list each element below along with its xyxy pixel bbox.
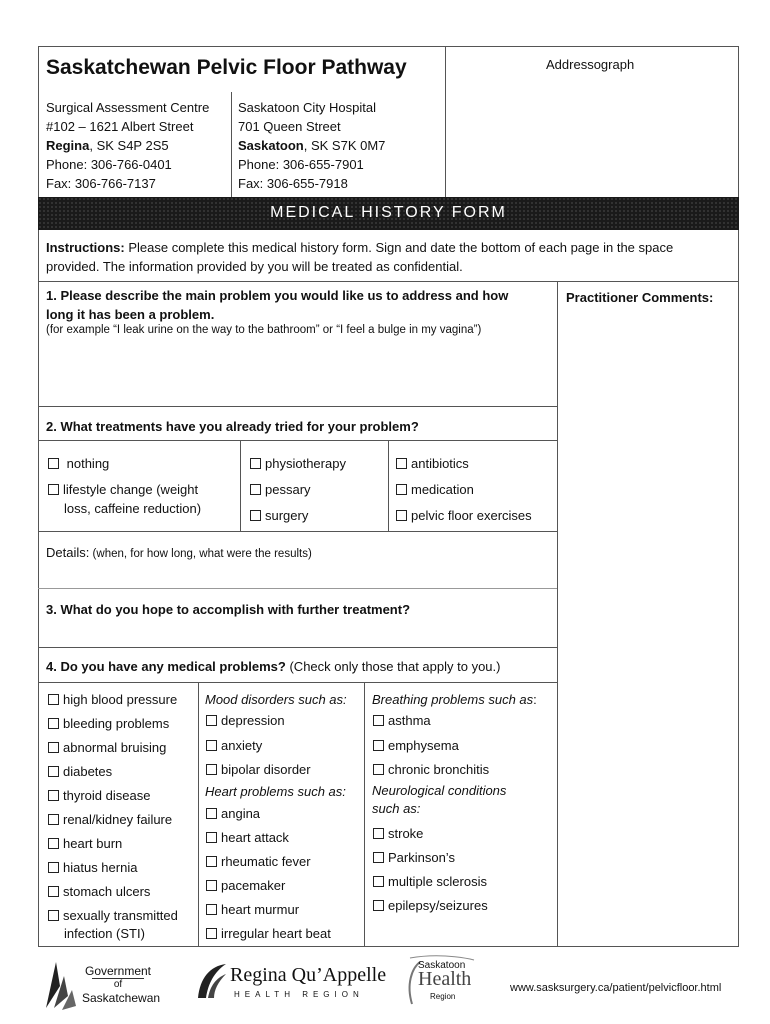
q4-depression[interactable] — [206, 713, 285, 729]
q4-option-label: Parkinson’s — [388, 850, 455, 865]
q4-heart-burn[interactable] — [48, 836, 122, 852]
q4-breathing-heading — [372, 692, 537, 708]
q4-option-label: chronic bronchitis — [388, 762, 490, 777]
divider-q2 — [38, 588, 557, 589]
section-banner: MEDICAL HISTORY FORM — [38, 197, 739, 230]
q4-sti-cont — [64, 926, 145, 942]
q4-stroke[interactable] — [373, 826, 423, 842]
comments-divider — [557, 281, 558, 947]
q3-question: 3. What do you hope to accomplish with further treatment? — [46, 602, 411, 617]
q2-option-pessary[interactable] — [250, 482, 311, 498]
q4-option-label: diabetes — [63, 764, 113, 779]
rqhr-name: Regina Qu’Appelle — [230, 964, 387, 986]
q2-option-lifestyle[interactable] — [48, 482, 198, 498]
q4-option-label: bipolar disorder — [221, 762, 311, 777]
details-label: Details: — [46, 545, 90, 560]
q4-emphysema[interactable] — [373, 738, 459, 754]
q4-hiatus-hernia[interactable] — [48, 860, 137, 876]
q4-heart-murmur[interactable] — [206, 902, 299, 918]
q1-line1: 1. Please describe the main problem you would like us to address and how — [46, 288, 509, 303]
q2-option-label: pelvic floor exercises — [411, 508, 532, 523]
saskatoon-address-city — [238, 136, 385, 155]
q4-option-label: stroke — [388, 826, 424, 841]
practitioner-comments-area[interactable] — [559, 310, 737, 944]
q4-option-label: stomach ulcers — [63, 884, 151, 899]
gov-line3: Saskatchewan — [82, 991, 161, 1005]
q4-option-label: depression — [221, 713, 285, 728]
checkbox[interactable] — [48, 790, 59, 801]
q2-details-area[interactable] — [40, 562, 555, 587]
checkbox[interactable] — [396, 510, 407, 521]
divider-q4-title — [38, 682, 557, 683]
q4-parkinsons[interactable] — [373, 850, 455, 866]
breathing-heading-colon: : — [533, 692, 537, 707]
regina-quappelle-logo — [196, 960, 386, 1004]
checkbox[interactable] — [373, 852, 384, 863]
q4-sti[interactable] — [48, 908, 178, 924]
q1-line2: long it has been a problem. — [46, 307, 215, 322]
checkbox[interactable] — [373, 900, 384, 911]
sk-line1: Saskatoon — [418, 960, 466, 971]
q1-answer-area[interactable] — [40, 342, 555, 405]
checkbox[interactable] — [48, 862, 59, 873]
regina-address-line2: #102 – 1621 Albert Street — [46, 119, 194, 134]
q4-option-label: emphysema — [388, 738, 459, 753]
q4-neuro-heading-1: Neurological conditions — [372, 783, 507, 798]
gov-line1: Government — [84, 964, 152, 978]
checkbox[interactable] — [373, 740, 384, 751]
regina-address — [46, 98, 209, 193]
q4-option-label: sexually transmitted — [63, 908, 178, 923]
q4-option-label: hiatus hernia — [63, 860, 138, 875]
regina-address-line1: Surgical Assessment Centre — [46, 100, 210, 115]
instructions — [46, 238, 736, 276]
q4-subtitle: (Check only those that apply to you.) — [285, 659, 501, 674]
rqhr-emblem-icon — [196, 962, 228, 1002]
checkbox[interactable] — [250, 510, 261, 521]
checkbox[interactable] — [48, 458, 59, 469]
q2-option-pelvic-floor[interactable] — [396, 508, 532, 524]
q4-col-divider-2 — [364, 682, 365, 947]
instructions-label: Instructions: — [46, 240, 125, 255]
divider-q2-title — [38, 440, 557, 441]
regina-province-postal: , SK S4P 2S5 — [89, 138, 169, 153]
q4-option-label: anxiety — [221, 738, 263, 753]
checkbox[interactable] — [206, 856, 217, 867]
q4-title: 4. Do you have any medical problems? — [46, 659, 286, 674]
checkbox[interactable] — [250, 484, 261, 495]
saskatoon-address — [238, 98, 385, 193]
q2-option-label: nothing — [66, 456, 110, 471]
q4-option-label: infection (STI) — [64, 926, 145, 941]
q1-question — [46, 286, 508, 324]
checkbox[interactable] — [206, 740, 217, 751]
q4-option-label: irregular heart beat — [221, 926, 331, 941]
checkbox[interactable] — [48, 484, 59, 495]
instructions-text-line2: provided. The information provided by you will be treated as confidential. — [46, 259, 463, 274]
q2-option-label: physiotherapy — [265, 456, 346, 471]
checkbox[interactable] — [206, 715, 217, 726]
q2-option-nothing[interactable] — [48, 456, 109, 472]
q4-bipolar[interactable] — [206, 762, 311, 778]
checkbox[interactable] — [373, 876, 384, 887]
checkbox[interactable] — [373, 764, 384, 775]
q4-option-label: rheumatic fever — [221, 854, 311, 869]
footer-url[interactable]: www.sasksurgery.ca/patient/pelvicfloor.html — [510, 982, 722, 994]
q4-option-label: thyroid disease — [63, 788, 151, 803]
q3-answer-area[interactable] — [40, 620, 555, 646]
q4-irregular-heart-beat[interactable] — [206, 926, 331, 942]
sk-line2: Health — [418, 968, 472, 990]
checkbox[interactable] — [48, 886, 59, 897]
details-hint: (when, for how long, what were the results) — [89, 548, 312, 560]
sk-line3: Region — [430, 992, 456, 1001]
q2-col-divider-2 — [388, 440, 389, 531]
q2-option-label: lifestyle change (weight — [63, 482, 199, 497]
regina-city: Regina — [46, 138, 90, 153]
q4-option-label: asthma — [388, 713, 431, 728]
divider-q2-options — [38, 531, 557, 532]
q4-neuro-heading-2: such as: — [372, 801, 421, 816]
q4-anxiety[interactable] — [206, 738, 262, 754]
checkbox[interactable] — [206, 808, 217, 819]
q2-option-surgery[interactable] — [250, 508, 308, 524]
regina-phone: Phone: 306-766-0401 — [46, 157, 172, 172]
checkbox[interactable] — [48, 766, 59, 777]
q2-option-label: medication — [411, 482, 474, 497]
saskatoon-health-logo — [404, 954, 476, 1014]
q2-option-antibiotics[interactable] — [396, 456, 469, 472]
gov-sask-emblem-icon — [42, 956, 78, 1012]
q2-col-divider-1 — [240, 440, 241, 531]
q4-chronic-bronchitis[interactable] — [373, 762, 489, 778]
saskatoon-phone: Phone: 306-655-7901 — [238, 157, 364, 172]
q4-option-label: heart attack — [221, 830, 289, 845]
checkbox[interactable] — [250, 458, 261, 469]
saskatoon-city: Saskatoon — [238, 138, 304, 153]
instructions-text-line1: Please complete this medical history form. Sign and date the bottom of each page in the space — [124, 240, 674, 255]
q4-heart-attack[interactable] — [206, 830, 289, 846]
q4-option-label: heart burn — [63, 836, 123, 851]
q4-high-blood-pressure[interactable] — [48, 692, 177, 708]
gov-saskatchewan-logo — [42, 956, 172, 1012]
q2-option-physiotherapy[interactable] — [250, 456, 346, 472]
checkbox[interactable] — [373, 715, 384, 726]
q2-option-lifestyle-cont — [64, 501, 201, 517]
q2-option-medication[interactable] — [396, 482, 474, 498]
q4-asthma[interactable] — [373, 713, 431, 729]
q4-option-label: heart murmur — [221, 902, 300, 917]
q4-angina[interactable] — [206, 806, 260, 822]
q4-thyroid-disease[interactable] — [48, 788, 150, 804]
rqhr-subtitle: HEALTH REGION — [234, 990, 364, 999]
form-title: Saskatchewan Pelvic Floor Pathway — [46, 56, 407, 79]
q4-bleeding-problems[interactable] — [48, 716, 169, 732]
q4-option-label: angina — [221, 806, 261, 821]
checkbox[interactable] — [48, 814, 59, 825]
checkbox[interactable] — [396, 484, 407, 495]
saskatoon-fax: Fax: 306-655-7918 — [238, 176, 348, 191]
addressograph-label: Addressograph — [546, 57, 635, 72]
q2-option-label: pessary — [265, 482, 311, 497]
q4-rheumatic-fever[interactable] — [206, 854, 311, 870]
q4-pacemaker[interactable] — [206, 878, 285, 894]
checkbox[interactable] — [206, 928, 217, 939]
q2-option-label: surgery — [265, 508, 309, 523]
saskatoon-province-postal: , SK S7K 0M7 — [303, 138, 386, 153]
checkbox[interactable] — [373, 828, 384, 839]
q4-renal-failure[interactable] — [48, 812, 172, 828]
gov-line2: of — [92, 978, 144, 991]
q4-diabetes[interactable] — [48, 764, 112, 780]
q2-details-label — [46, 545, 312, 560]
q4-col-divider-1 — [198, 682, 199, 947]
q4-heart-heading: Heart problems such as: — [205, 784, 346, 799]
divider-q1 — [38, 406, 557, 407]
q4-epilepsy[interactable] — [373, 898, 488, 914]
address-divider — [231, 92, 232, 197]
q4-option-label: abnormal bruising — [63, 740, 167, 755]
checkbox[interactable] — [396, 458, 407, 469]
divider-instructions — [38, 281, 739, 282]
q4-mood-heading: Mood disorders such as: — [205, 692, 347, 707]
q4-option-label: multiple sclerosis — [388, 874, 487, 889]
checkbox[interactable] — [206, 764, 217, 775]
q4-question — [46, 659, 500, 674]
checkbox[interactable] — [48, 910, 59, 921]
practitioner-comments-label: Practitioner Comments: — [566, 290, 714, 305]
checkbox[interactable] — [48, 742, 59, 753]
divider-q3 — [38, 647, 557, 648]
q4-stomach-ulcers[interactable] — [48, 884, 150, 900]
regina-fax: Fax: 306-766-7137 — [46, 176, 156, 191]
checkbox[interactable] — [206, 832, 217, 843]
q4-multiple-sclerosis[interactable] — [373, 874, 487, 890]
q4-option-label: high blood pressure — [63, 692, 178, 707]
checkbox[interactable] — [206, 880, 217, 891]
checkbox[interactable] — [48, 694, 59, 705]
regina-address-city — [46, 136, 209, 155]
q4-abnormal-bruising[interactable] — [48, 740, 166, 756]
q4-option-label: bleeding problems — [63, 716, 170, 731]
q2-option-label: loss, caffeine reduction) — [64, 501, 202, 516]
q2-option-label: antibiotics — [411, 456, 469, 471]
checkbox[interactable] — [206, 904, 217, 915]
q1-example: (for example “I leak urine on the way to the bathroom” or “I feel a bulge in my vagina”) — [46, 324, 482, 336]
breathing-heading-text: Breathing problems such as — [372, 692, 534, 707]
header-divider — [445, 46, 446, 197]
checkbox[interactable] — [48, 838, 59, 849]
saskatoon-address-line2: 701 Queen Street — [238, 119, 341, 134]
q4-option-label: epilepsy/seizures — [388, 898, 488, 913]
q2-question: 2. What treatments have you already tried for your problem? — [46, 419, 419, 434]
checkbox[interactable] — [48, 718, 59, 729]
q4-option-label: pacemaker — [221, 878, 286, 893]
q4-option-label: renal/kidney failure — [63, 812, 173, 827]
saskatoon-address-line1: Saskatoon City Hospital — [238, 100, 377, 115]
